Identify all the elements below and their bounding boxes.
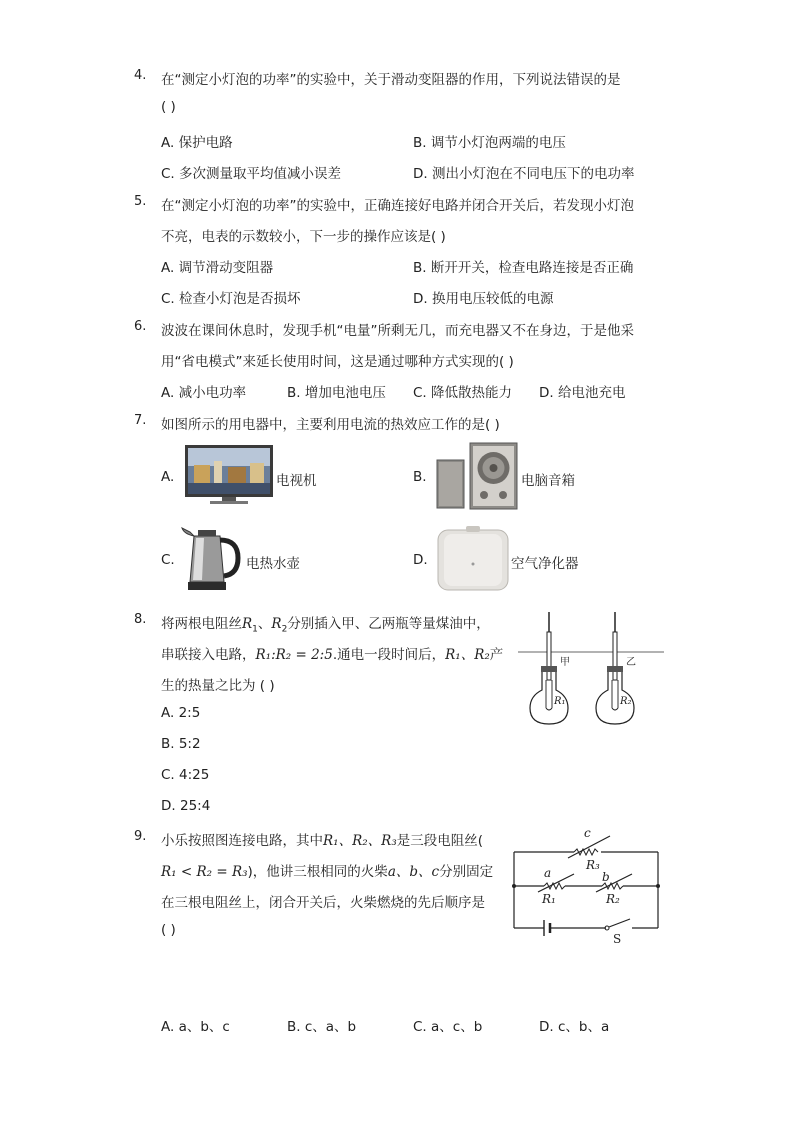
q8-fig-label-r2: R₂: [620, 696, 632, 707]
q9-fig-label-a: a: [544, 866, 552, 880]
q7-stem: 如图所示的用电器中，主要利用电流的热效应工作的是( ): [161, 417, 500, 433]
q9-fig-label-s: S: [613, 932, 622, 946]
q7-option-d-label: 空气净化器: [511, 556, 579, 572]
q8-option-d: D. 25:4: [161, 798, 211, 814]
q6-number: 6.: [134, 319, 147, 334]
tv-image: [184, 443, 274, 505]
air-purifier-image: [436, 524, 510, 592]
q9-resistors: R₁、R₂、R₃: [323, 833, 397, 849]
q9-option-d: D. c、b、a: [539, 1019, 610, 1035]
q8-r1-symbol: R: [242, 616, 253, 632]
q4-number: 4.: [134, 68, 147, 83]
q9-inequality: R₁ < R₂ = R₃: [161, 864, 248, 880]
q4-option-a: A. 保护电路: [161, 135, 233, 151]
q8-figure-flasks: [518, 608, 664, 732]
flask-yi: [596, 612, 634, 724]
q8-r1-subscript: 1: [252, 624, 258, 635]
q7-option-a-label: 电视机: [276, 473, 317, 489]
q8-stem-line2: [161, 643, 503, 663]
q9-option-c: C. a、c、b: [413, 1019, 483, 1035]
q6-option-c: C. 降低散热能力: [413, 385, 513, 401]
q9-fig-label-c: c: [584, 826, 591, 840]
q4-option-d: D. 测出小灯泡在不同电压下的电功率: [413, 166, 635, 182]
q6-stem-line1: 波波在课间休息时，发现手机“电量”所剩无几，而充电器又不在身边，于是他采: [161, 323, 634, 339]
q9-stem-line2: [161, 860, 493, 880]
q9-number: 9.: [134, 829, 147, 844]
q7-option-c-label: 电热水壶: [246, 556, 300, 572]
q8-r2-symbol: R: [271, 616, 282, 632]
q9-text: 小乐按照图连接电路，其中: [161, 833, 323, 849]
q9-option-b: B. c、a、b: [287, 1019, 357, 1035]
q9-fig-label-r2: R₂: [606, 892, 620, 906]
q8-number: 8.: [134, 612, 147, 627]
q9-text: 分别固定: [439, 864, 494, 880]
q9-fig-label-b: b: [602, 870, 610, 884]
q8-stem-line3: 生的热量之比为 ( ): [161, 678, 275, 694]
q9-matches: a、b、c: [387, 864, 440, 880]
q7-option-d-letter: D.: [413, 552, 428, 568]
q8-text: .通电一段时间后，: [332, 647, 446, 663]
q5-number: 5.: [134, 194, 147, 209]
q9-fig-label-r1: R₁: [542, 892, 556, 906]
q7-option-b-label: 电脑音箱: [521, 473, 575, 489]
q8-text: 串联接入电路，: [161, 647, 256, 663]
q4-option-b: B. 调节小灯泡两端的电压: [413, 135, 566, 151]
q8-fig-label-yi: 乙: [626, 657, 636, 668]
q9-stem-line3: 在三根电阻丝上，闭合开关后，火柴燃烧的先后顺序是: [161, 895, 485, 911]
q6-option-d: D. 给电池充电: [539, 385, 626, 401]
q9-fig-label-r3: R₃: [586, 858, 600, 872]
q8-text: 分别插入甲、乙两瓶等量煤油中，: [287, 616, 490, 632]
q8-fig-label-jia: 甲: [560, 657, 570, 668]
q7-option-c-letter: C.: [161, 552, 175, 568]
q4-stem-line2: ( ): [161, 99, 176, 115]
q5-option-a: A. 调节滑动变阻器: [161, 260, 274, 276]
q4-option-c: C. 多次测量取平均值减小误差: [161, 166, 342, 182]
q4-stem-line1: 在“测定小灯泡的功率”的实验中，关于滑动变阻器的作用，下列说法错误的是: [161, 72, 621, 88]
q7-option-a-letter: A.: [161, 469, 175, 485]
q8-option-a: A. 2:5: [161, 705, 201, 721]
q6-option-a: A. 减小电功率: [161, 385, 247, 401]
q8-text: 将两根电阻丝: [161, 616, 242, 632]
q7-number: 7.: [134, 413, 147, 428]
q8-text: 产: [489, 647, 504, 663]
q8-ratio: R₁:R₂ = 2:5: [255, 647, 333, 663]
speaker-image: [436, 442, 518, 510]
q9-text: 是三段电阻丝(: [396, 833, 484, 849]
q5-stem-line2: 不亮，电表的示数较小，下一步的操作应该是( ): [161, 229, 446, 245]
q9-option-a: A. a、b、c: [161, 1019, 230, 1035]
flask-jia: [530, 612, 568, 724]
q9-stem-line1: [161, 829, 483, 849]
q8-fig-label-r1: R₁: [554, 696, 566, 707]
q8-option-c: C. 4:25: [161, 767, 210, 783]
q8-stem-line1: [161, 612, 490, 635]
q5-option-c: C. 检查小灯泡是否损坏: [161, 291, 301, 307]
q8-separator: 、: [257, 616, 272, 632]
q8-resistors: R₁、R₂: [445, 647, 490, 663]
q9-circuit-diagram: [510, 826, 662, 944]
q8-r2-subscript: 2: [281, 624, 288, 635]
q9-text: )，他讲三根相同的火柴: [247, 864, 388, 880]
q6-option-b: B. 增加电池电压: [287, 385, 386, 401]
q8-option-b: B. 5:2: [161, 736, 201, 752]
q5-option-b: B. 断开开关，检查电路连接是否正确: [413, 260, 634, 276]
q9-stem-line4: ( ): [161, 922, 176, 938]
q5-option-d: D. 换用电压较低的电源: [413, 291, 554, 307]
q5-stem-line1: 在“测定小灯泡的功率”的实验中，正确连接好电路并闭合开关后，若发现小灯泡: [161, 198, 634, 214]
q7-option-b-letter: B.: [413, 469, 427, 485]
q6-stem-line2: 用“省电模式”来延长使用时间，这是通过哪种方式实现的( ): [161, 354, 514, 370]
kettle-image: [180, 524, 244, 592]
